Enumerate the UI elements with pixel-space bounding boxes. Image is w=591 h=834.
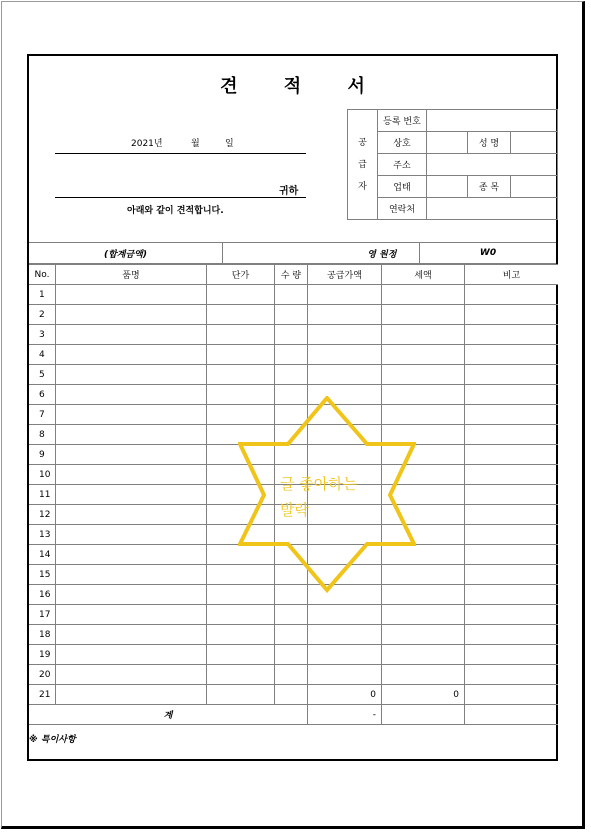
row-tax[interactable] — [382, 285, 465, 305]
row-item[interactable] — [56, 525, 207, 545]
side-char-3: 자 — [358, 181, 367, 192]
row-unit-price[interactable] — [207, 665, 275, 685]
row-tax[interactable] — [382, 325, 465, 345]
row-no: 7 — [29, 405, 56, 425]
row-no: 17 — [29, 605, 56, 625]
row-remarks[interactable] — [465, 285, 559, 305]
row-unit-price[interactable] — [207, 625, 275, 645]
row-remarks[interactable] — [465, 405, 559, 425]
row-remarks[interactable] — [465, 685, 559, 705]
table-row — [29, 685, 558, 705]
row-remarks[interactable] — [465, 505, 559, 525]
row-item[interactable] — [56, 645, 207, 665]
row-item[interactable] — [56, 305, 207, 325]
row-remarks[interactable] — [465, 365, 559, 385]
total-won: 원정 — [379, 243, 420, 264]
row-qty[interactable] — [275, 345, 308, 365]
row-no: 18 — [29, 625, 56, 645]
row-unit-price[interactable] — [207, 645, 275, 665]
watermark-star-icon — [238, 396, 416, 594]
row-item[interactable] — [56, 665, 207, 685]
row-item[interactable] — [56, 425, 207, 445]
recipient-underline — [55, 197, 306, 198]
date-day: 일 — [225, 139, 234, 149]
row-tax[interactable]: 0 — [382, 685, 465, 705]
row-unit-price[interactable] — [207, 345, 275, 365]
row-item[interactable] — [56, 685, 207, 705]
contact-value[interactable] — [427, 198, 558, 220]
row-no: 14 — [29, 545, 56, 565]
table-row — [29, 365, 558, 385]
item-value[interactable] — [511, 176, 558, 198]
row-qty[interactable] — [275, 645, 308, 665]
recipient-suffix: 귀하 — [279, 186, 299, 197]
star-outline — [240, 398, 414, 590]
row-item[interactable] — [56, 325, 207, 345]
row-item[interactable] — [56, 465, 207, 485]
table-row — [29, 325, 558, 345]
total-young: 영 — [223, 243, 380, 264]
row-supply[interactable] — [308, 345, 382, 365]
col-supply: 공급가액 — [308, 265, 382, 285]
row-remarks[interactable] — [465, 465, 559, 485]
company-value[interactable] — [427, 132, 468, 154]
supplier-side-label — [348, 110, 378, 220]
intro-text: 아래와 같이 견적합니다. — [127, 206, 224, 216]
row-remarks[interactable] — [465, 305, 559, 325]
row-remarks[interactable] — [465, 525, 559, 545]
row-qty[interactable] — [275, 665, 308, 685]
row-no: 21 — [29, 685, 56, 705]
row-no: 8 — [29, 425, 56, 445]
table-row — [29, 305, 558, 325]
row-unit-price[interactable] — [207, 365, 275, 385]
row-qty[interactable] — [275, 305, 308, 325]
business-value[interactable] — [427, 176, 468, 198]
row-unit-price[interactable] — [207, 685, 275, 705]
row-remarks[interactable] — [465, 565, 559, 585]
sum-tax — [382, 705, 465, 725]
row-supply[interactable] — [308, 365, 382, 385]
total-bar — [29, 242, 556, 264]
col-remarks: 비고 — [465, 265, 559, 285]
table-row — [29, 345, 558, 365]
row-tax[interactable] — [382, 665, 465, 685]
row-no: 2 — [29, 305, 56, 325]
row-qty[interactable] — [275, 625, 308, 645]
table-row — [29, 665, 558, 685]
reg-no-value[interactable] — [427, 110, 558, 132]
row-supply[interactable] — [308, 325, 382, 345]
contact-label: 연락처 — [378, 198, 427, 220]
sum-dash: - — [308, 705, 382, 725]
row-no: 20 — [29, 665, 56, 685]
row-supply[interactable] — [308, 605, 382, 625]
row-remarks[interactable] — [465, 665, 559, 685]
row-supply[interactable]: 0 — [308, 685, 382, 705]
row-no: 19 — [29, 645, 56, 665]
row-item[interactable] — [56, 445, 207, 465]
col-tax: 세액 — [382, 265, 465, 285]
row-qty[interactable] — [275, 605, 308, 625]
row-item[interactable] — [56, 565, 207, 585]
watermark-line-1: 글 좋아하는 — [280, 475, 358, 493]
business-label: 업태 — [378, 176, 427, 198]
row-tax[interactable] — [382, 625, 465, 645]
row-no: 10 — [29, 465, 56, 485]
sum-remarks — [465, 705, 559, 725]
row-no: 6 — [29, 385, 56, 405]
row-no: 15 — [29, 565, 56, 585]
row-remarks[interactable] — [465, 485, 559, 505]
row-supply[interactable] — [308, 625, 382, 645]
row-no: 13 — [29, 525, 56, 545]
row-item[interactable] — [56, 505, 207, 525]
row-item[interactable] — [56, 285, 207, 305]
notes[interactable]: ※ 특이사항 — [29, 725, 558, 753]
row-item[interactable] — [56, 345, 207, 365]
row-tax[interactable] — [382, 305, 465, 325]
row-remarks[interactable] — [465, 325, 559, 345]
row-no: 4 — [29, 345, 56, 365]
row-no: 1 — [29, 285, 56, 305]
row-supply[interactable] — [308, 665, 382, 685]
name-value[interactable] — [511, 132, 558, 154]
row-remarks[interactable] — [465, 625, 559, 645]
address-label: 주소 — [378, 154, 427, 176]
row-no: 3 — [29, 325, 56, 345]
row-item[interactable] — [56, 405, 207, 425]
row-remarks[interactable] — [465, 445, 559, 465]
row-unit-price[interactable] — [207, 325, 275, 345]
row-qty[interactable] — [275, 365, 308, 385]
row-tax[interactable] — [382, 365, 465, 385]
address-value[interactable] — [427, 154, 558, 176]
document-title: 견 적 서 — [220, 76, 385, 97]
row-supply[interactable] — [308, 305, 382, 325]
row-item[interactable] — [56, 605, 207, 625]
total-amount: W0 — [420, 243, 557, 264]
side-char-2: 급 — [358, 159, 367, 170]
row-remarks[interactable] — [465, 545, 559, 565]
row-item[interactable] — [56, 385, 207, 405]
row-item[interactable] — [56, 365, 207, 385]
row-remarks[interactable] — [465, 345, 559, 365]
row-item[interactable] — [56, 585, 207, 605]
col-unit-price: 단가 — [207, 265, 275, 285]
row-qty[interactable] — [275, 285, 308, 305]
row-no: 11 — [29, 485, 56, 505]
table-row — [29, 625, 558, 645]
row-item[interactable] — [56, 485, 207, 505]
name-label: 성 명 — [468, 132, 511, 154]
date-year: 2021년 — [131, 139, 163, 149]
row-remarks[interactable] — [465, 605, 559, 625]
table-row — [29, 285, 558, 305]
row-remarks[interactable] — [465, 585, 559, 605]
company-label: 상호 — [378, 132, 427, 154]
date-underline — [55, 153, 306, 154]
row-supply[interactable] — [308, 285, 382, 305]
item-label: 종 목 — [468, 176, 511, 198]
row-no: 9 — [29, 445, 56, 465]
watermark-line-2: 발락 — [280, 501, 309, 519]
row-unit-price[interactable] — [207, 605, 275, 625]
supplier-table — [347, 109, 558, 220]
row-qty[interactable] — [275, 685, 308, 705]
row-tax[interactable] — [382, 345, 465, 365]
row-tax[interactable] — [382, 605, 465, 625]
row-remarks[interactable] — [465, 645, 559, 665]
row-no: 5 — [29, 365, 56, 385]
row-supply[interactable] — [308, 645, 382, 665]
row-item[interactable] — [56, 625, 207, 645]
row-remarks[interactable] — [465, 425, 559, 445]
table-row — [29, 605, 558, 625]
total-label: (합계금액) — [29, 243, 223, 264]
col-item: 품명 — [56, 265, 207, 285]
sum-label: 계 — [29, 705, 308, 725]
row-qty[interactable] — [275, 325, 308, 345]
row-remarks[interactable] — [465, 385, 559, 405]
row-no: 12 — [29, 505, 56, 525]
side-char-1: 공 — [358, 137, 367, 148]
row-item[interactable] — [56, 545, 207, 565]
row-unit-price[interactable] — [207, 305, 275, 325]
row-tax[interactable] — [382, 645, 465, 665]
col-qty: 수 량 — [275, 265, 308, 285]
row-unit-price[interactable] — [207, 285, 275, 305]
table-row — [29, 645, 558, 665]
row-no: 16 — [29, 585, 56, 605]
date-month: 월 — [191, 139, 200, 149]
col-no: No. — [29, 265, 56, 285]
reg-no-label: 등록 번호 — [378, 110, 427, 132]
